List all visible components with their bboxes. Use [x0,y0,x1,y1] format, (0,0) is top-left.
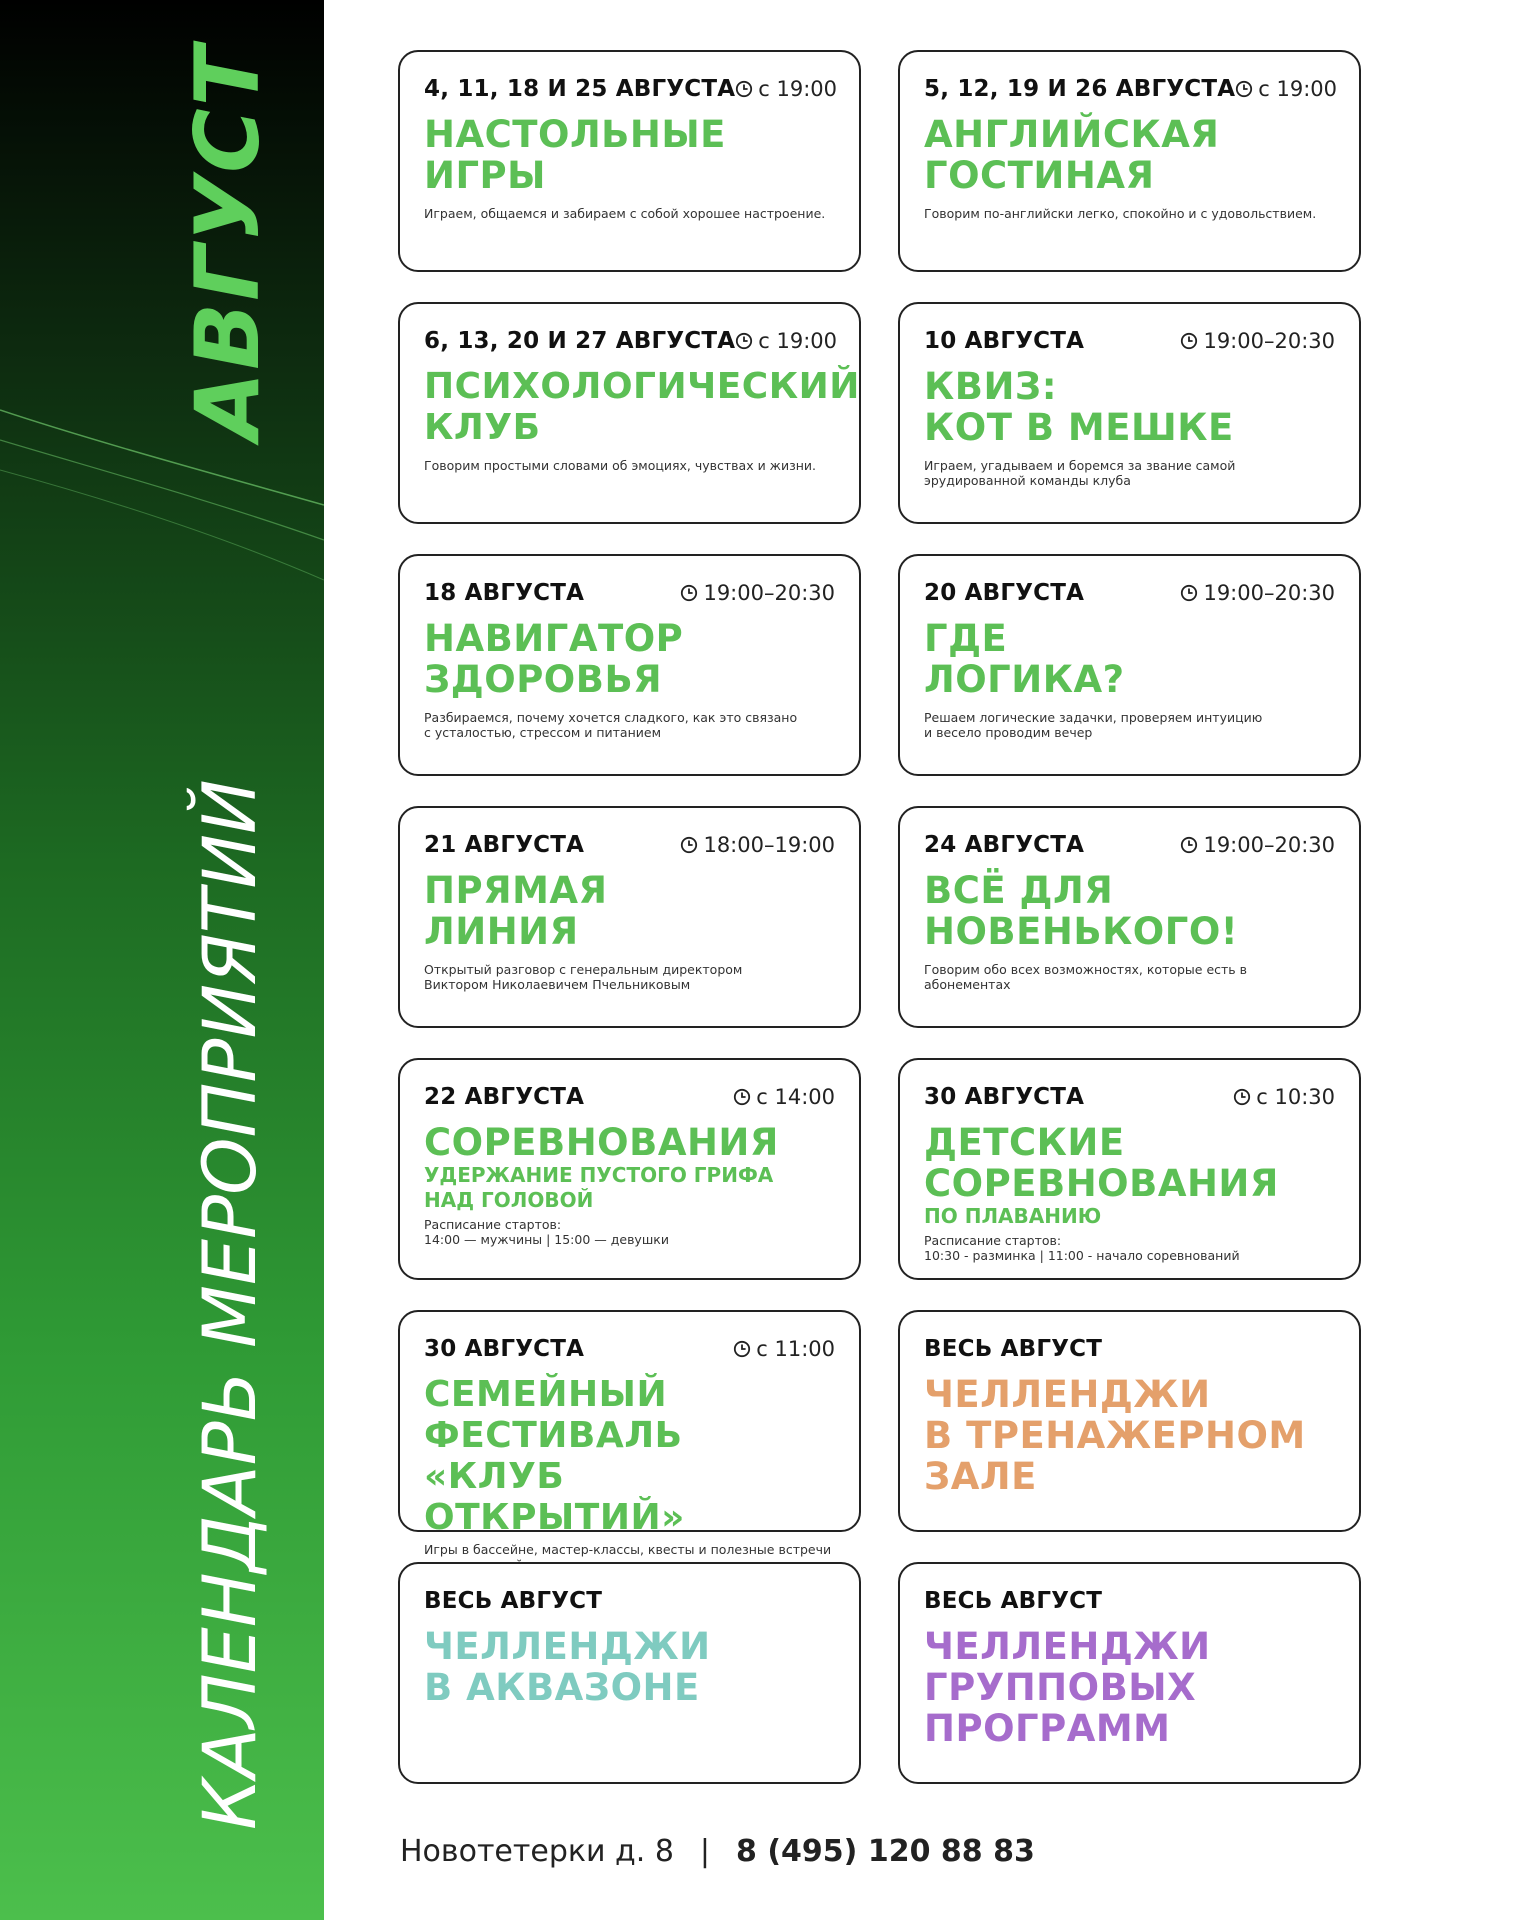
event-time [1180,833,1335,857]
event-description: Открытый разговор с генеральным директором Виктором Николаевичем Пчельниковым [424,962,743,992]
event-date: 21 АВГУСТА [424,832,585,858]
event-date: 30 АВГУСТА [924,1084,1085,1110]
event-time-text: с 19:00 [758,77,838,101]
clock-icon [1233,1088,1251,1106]
event-card [898,1562,1361,1784]
event-description: Расписание стартов: 14:00 — мужчины | 15:00 — девушки [424,1217,669,1247]
clock-icon [1180,332,1198,350]
event-title: СЕМЕЙНЫЙ ФЕСТИВАЛЬ «КЛУБ ОТКРЫТИЙ» [424,1374,685,1538]
event-time [1180,581,1335,605]
event-date: 22 АВГУСТА [424,1084,585,1110]
address: Новотетерки д. 8 [400,1833,674,1869]
event-time-text: 19:00–20:30 [703,581,835,605]
clock-icon [735,80,753,98]
event-description: Решаем логические задачки, проверяем интуицию и весело проводим вечер [924,710,1263,740]
clock-icon [1180,836,1198,854]
clock-icon [680,584,698,602]
events-grid [398,50,1361,1784]
event-date: ВЕСЬ АВГУСТ [424,1588,603,1614]
event-title: КВИЗ: КОТ В МЕШКЕ [924,365,1234,449]
event-card [898,806,1361,1028]
event-time-text: с 11:00 [756,1337,835,1361]
sidebar [0,0,324,1920]
event-description: Игры в бассейне, мастер-классы, квесты и полезные встречи [424,1542,832,1557]
month-heading: АВГУСТ [176,44,279,440]
event-time [733,1085,835,1109]
event-description: Играем, общаемся и забираем с собой хорошее настроение. [424,206,826,221]
event-time [735,77,837,101]
event-description: Расписание стартов: 10:30 - разминка | 11:00 - начало соревнований [924,1233,1240,1263]
event-title: ПРЯМАЯ ЛИНИЯ [424,869,608,953]
footer-separator: | [699,1833,711,1869]
event-card [398,302,861,524]
event-time-text: с 10:30 [1256,1085,1335,1109]
clock-icon [733,1340,751,1358]
event-date: 4, 11, 18 И 25 АВГУСТА [424,76,736,102]
event-date: 5, 12, 19 И 26 АВГУСТА [924,76,1236,102]
event-title: СОРЕВНОВАНИЯ [424,1121,779,1164]
calendar-heading: КАЛЕНДАРЬ МЕРОПРИЯТИЙ [188,779,273,1830]
event-description: Говорим по-английски легко, спокойно и с удовольствием. [924,206,1317,221]
clock-icon [1235,80,1253,98]
event-title: АНГЛИЙСКАЯ ГОСТИНАЯ [924,113,1220,197]
event-card [398,806,861,1028]
event-title: НАСТОЛЬНЫЕ ИГРЫ [424,113,726,197]
event-card [898,50,1361,272]
event-description: Говорим простыми словами об эмоциях, чувствах и жизни. [424,458,816,473]
event-title: ГДЕ ЛОГИКА? [924,617,1125,701]
event-date: 18 АВГУСТА [424,580,585,606]
event-description: Говорим обо всех возможностях, которые есть в абонементах [924,962,1248,992]
event-time [680,833,835,857]
event-description: Играем, угадываем и боремся за звание самой эрудированной команды клуба [924,458,1236,488]
event-time [1235,77,1337,101]
event-card [398,1058,861,1280]
footer [400,1830,1035,1872]
event-date: ВЕСЬ АВГУСТ [924,1336,1103,1362]
event-title: ВСЁ ДЛЯ НОВЕНЬКОГО! [924,869,1239,953]
event-time [1233,1085,1335,1109]
event-date: 30 АВГУСТА [424,1336,585,1362]
event-date: ВЕСЬ АВГУСТ [924,1588,1103,1614]
event-title: НАВИГАТОР ЗДОРОВЬЯ [424,617,684,701]
phone-number[interactable]: 8 (495) 120 88 83 [736,1833,1035,1869]
clock-icon [1180,584,1198,602]
event-card [398,554,861,776]
event-time [733,1337,835,1361]
event-card [898,1310,1361,1532]
event-date: 6, 13, 20 И 27 АВГУСТА [424,328,736,354]
event-card [898,1058,1361,1280]
event-date: 24 АВГУСТА [924,832,1085,858]
clock-icon [680,836,698,854]
event-time-text: 19:00–20:30 [1203,581,1335,605]
event-time-text: 19:00–20:30 [1203,329,1335,353]
event-date: 20 АВГУСТА [924,580,1085,606]
event-date: 10 АВГУСТА [924,328,1085,354]
event-card [398,1562,861,1784]
event-card [398,1310,861,1557]
event-time [1180,329,1335,353]
event-subtitle: ПО ПЛАВАНИЮ [924,1204,1102,1228]
event-title: ЧЕЛЛЕНДЖИ В АКВАЗОНЕ [424,1625,711,1709]
event-card [398,50,861,272]
event-title: ЧЕЛЛЕНДЖИ В ТРЕНАЖЕРНОМ ЗАЛЕ [924,1373,1306,1498]
event-card [898,554,1361,776]
event-time-text: 18:00–19:00 [703,833,835,857]
event-title: ПСИХОЛОГИЧЕСКИЙ КЛУБ [424,366,860,448]
event-description: Разбираемся, почему хочется сладкого, как это связано с усталостью, стрессом и питанием [424,710,798,740]
event-time-text: с 19:00 [758,329,838,353]
event-time-text: 19:00–20:30 [1203,833,1335,857]
event-card [898,302,1361,524]
event-time-text: с 19:00 [1258,77,1338,101]
clock-icon [733,1088,751,1106]
event-subtitle: УДЕРЖАНИЕ ПУСТОГО ГРИФА НАД ГОЛОВОЙ [424,1163,774,1212]
event-time [735,329,837,353]
clock-icon [735,332,753,350]
event-title: ДЕТСКИЕ СОРЕВНОВАНИЯ [924,1121,1279,1205]
event-title: ЧЕЛЛЕНДЖИ ГРУППОВЫХ ПРОГРАММ [924,1625,1211,1750]
event-time [680,581,835,605]
event-time-text: с 14:00 [756,1085,835,1109]
